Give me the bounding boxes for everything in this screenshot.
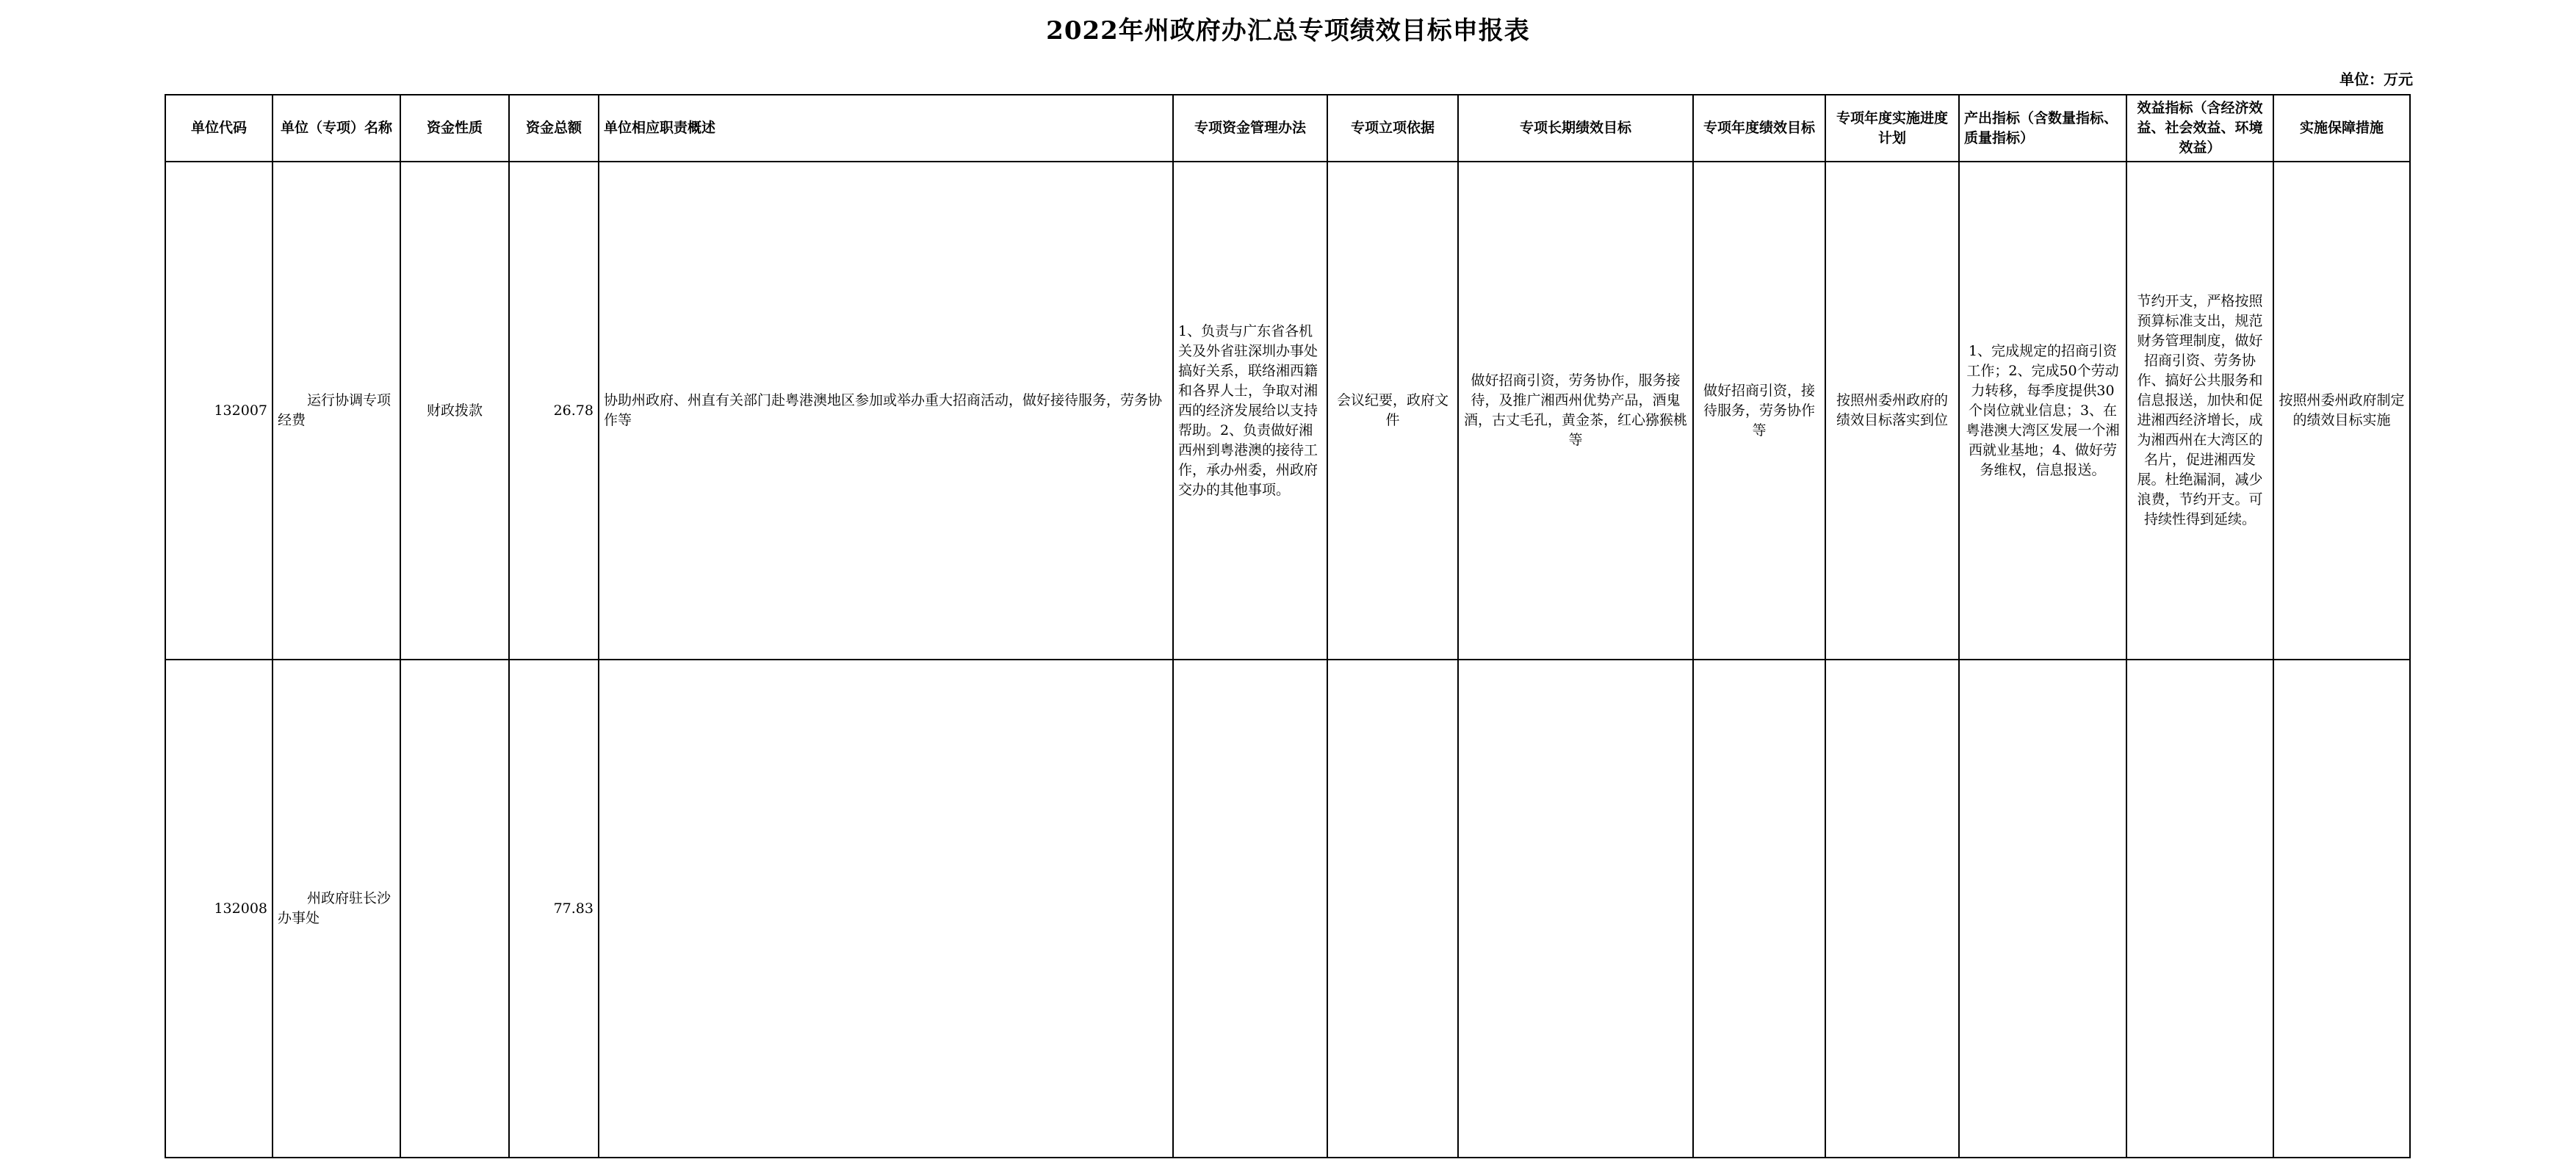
cell-fund-nature: 财政拨款: [400, 162, 509, 660]
header-annual-goal: 专项年度绩效目标: [1693, 95, 1825, 162]
header-fund-total: 资金总额: [509, 95, 599, 162]
cell-fund-management: 1、负责与广东省各机关及外省驻深圳办事处搞好关系，联络湘西籍和各界人士，争取对湘西的经济发展给以支持帮助。2、负责做好湘西州到粤港澳的接待工作，承办州委，州政府交办的其他事项。: [1173, 162, 1327, 660]
cell-safeguard-measures: [2273, 660, 2410, 1158]
header-row: [165, 95, 2410, 162]
cell-fund-total: 26.78: [509, 162, 599, 660]
page-title: 2022年州政府办汇总专项绩效目标申报表: [1046, 16, 1530, 46]
header-output-indicators: 产出指标（含数量指标、质量指标）: [1959, 95, 2126, 162]
header-project-basis: 专项立项依据: [1327, 95, 1458, 162]
cell-fund-nature: [400, 660, 509, 1158]
header-unit-name: 单位（专项）名称: [273, 95, 400, 162]
cell-long-term-goal: 做好招商引资，劳务协作，服务接待，及推广湘西州优势产品，酒鬼酒，古丈毛孔，黄金茶，红心猕猴桃等: [1458, 162, 1693, 660]
cell-unit-code: 132008: [165, 660, 273, 1158]
cell-unit-name: 运行协调专项经费: [273, 162, 400, 660]
cell-output-indicators: 1、完成规定的招商引资工作；2、完成50个劳动力转移，每季度提供30个岗位就业信息；3、在粤港澳大湾区发展一个湘西就业基地；4、做好劳务维权，信息报送。: [1959, 162, 2126, 660]
header-fund-management: 专项资金管理办法: [1173, 95, 1327, 162]
table-row: [165, 162, 2410, 660]
cell-annual-plan: 按照州委州政府的绩效目标落实到位: [1825, 162, 1959, 660]
cell-unit-code: 132007: [165, 162, 273, 660]
cell-duty-overview: 协助州政府、州直有关部门赴粤港澳地区参加或举办重大招商活动，做好接待服务，劳务协作等: [599, 162, 1173, 660]
cell-project-basis: [1327, 660, 1458, 1158]
cell-benefit-indicators: [2126, 660, 2273, 1158]
header-duty-overview: 单位相应职责概述: [599, 95, 1173, 162]
cell-fund-management: [1173, 660, 1327, 1158]
header-unit-code: 单位代码: [165, 95, 273, 162]
cell-benefit-indicators: 节约开支，严格按照预算标准支出，规范财务管理制度，做好招商引资、劳务协作、搞好公共服务和信息报送，加快和促进湘西经济增长，成为湘西州在大湾区的名片，促进湘西发展。杜绝漏洞，减少浪费，节约开支。可持续性得到延续。: [2126, 162, 2273, 660]
table-row: [165, 660, 2410, 1158]
cell-unit-name: 州政府驻长沙办事处: [273, 660, 400, 1158]
cell-annual-goal: 做好招商引资，接待服务，劳务协作等: [1693, 162, 1825, 660]
cell-long-term-goal: [1458, 660, 1693, 1158]
header-annual-plan: 专项年度实施进度计划: [1825, 95, 1959, 162]
cell-fund-total: 77.83: [509, 660, 599, 1158]
cell-project-basis: 会议纪要，政府文件: [1327, 162, 1458, 660]
header-benefit-indicators: 效益指标（含经济效益、社会效益、环境效益）: [2126, 95, 2273, 162]
unit-label: 单位：万元: [2339, 71, 2413, 88]
cell-safeguard-measures: 按照州委州政府制定的绩效目标实施: [2273, 162, 2410, 660]
header-long-term-goal: 专项长期绩效目标: [1458, 95, 1693, 162]
performance-table: [165, 94, 2411, 1158]
cell-output-indicators: [1959, 660, 2126, 1158]
cell-annual-goal: [1693, 660, 1825, 1158]
header-safeguard-measures: 实施保障措施: [2273, 95, 2410, 162]
cell-annual-plan: [1825, 660, 1959, 1158]
cell-duty-overview: [599, 660, 1173, 1158]
header-fund-nature: 资金性质: [400, 95, 509, 162]
